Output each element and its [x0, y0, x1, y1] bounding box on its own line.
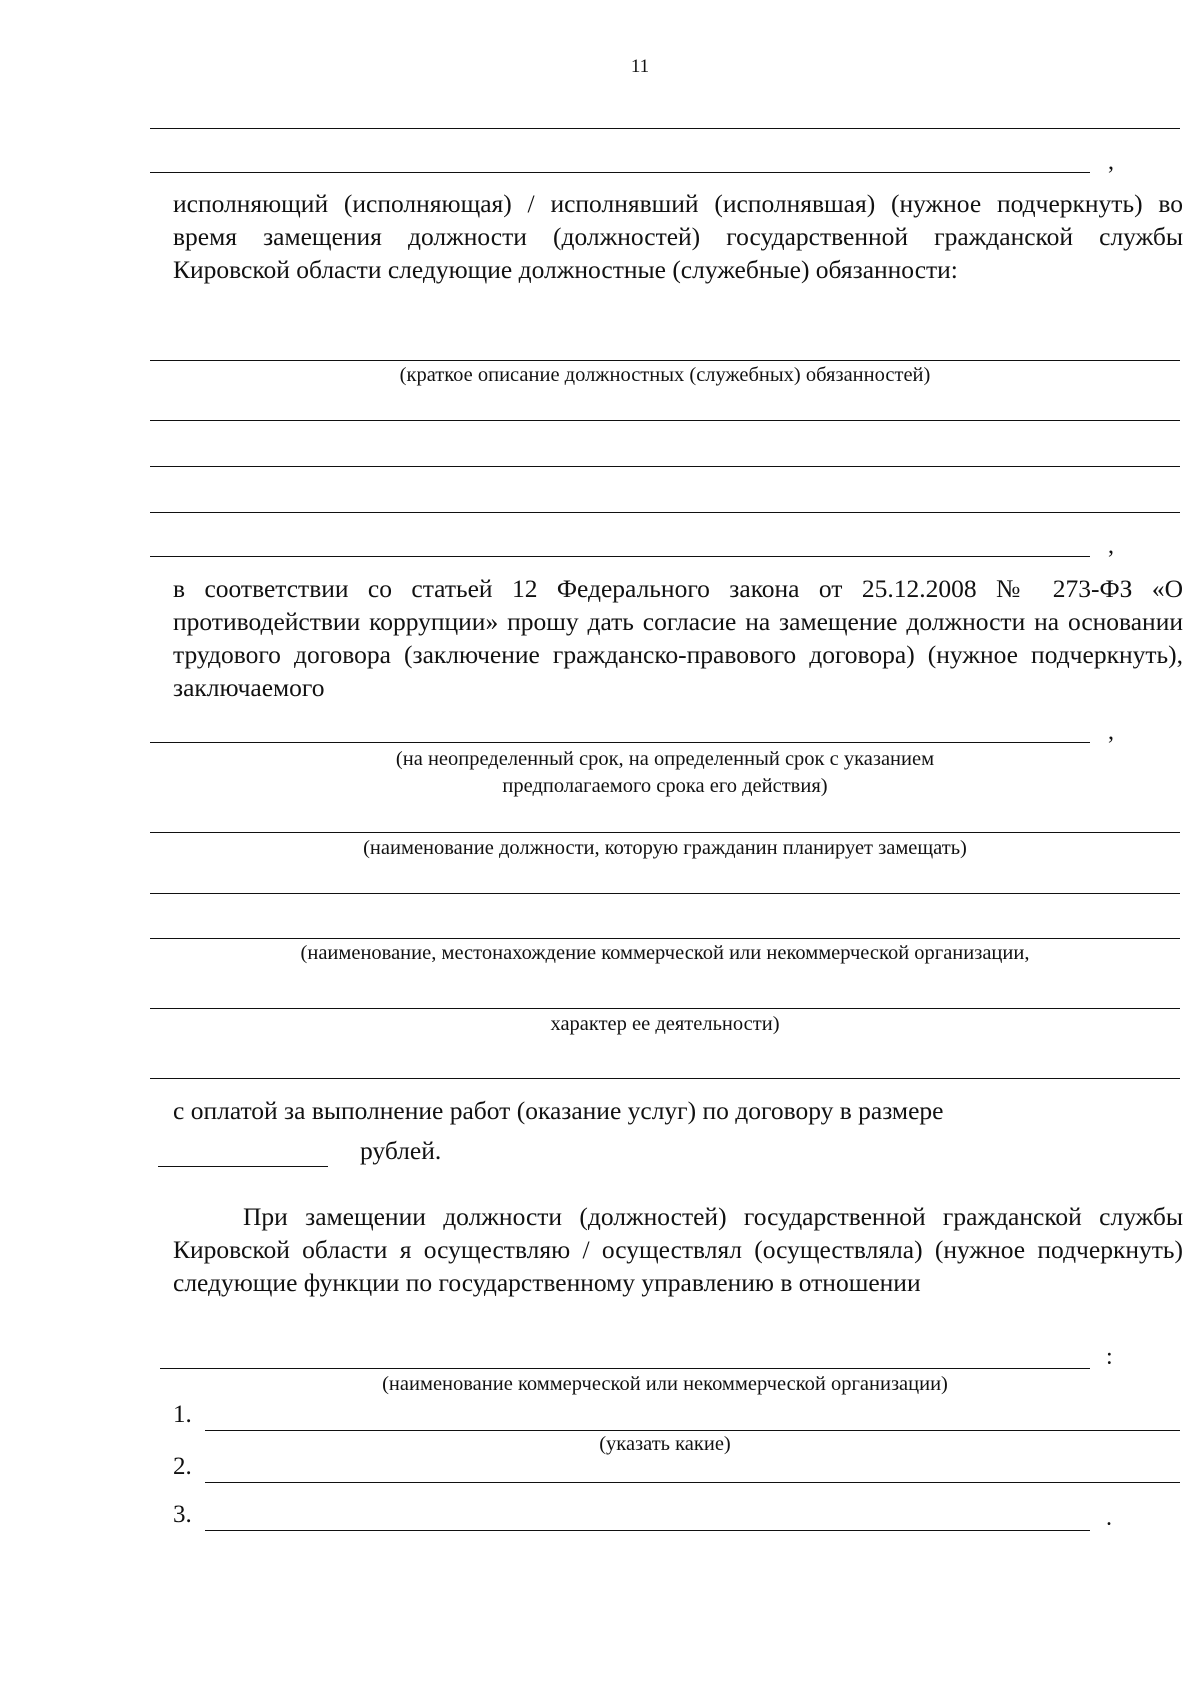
blank-line-term: [150, 742, 1090, 743]
caption-position: (наименование должности, которую гражданин планирует замещать): [363, 837, 967, 859]
paragraph-functions: При замещении должности (должностей) государственной гражданской службы Кировской области я осуществляю / осуществлял (осуществляла) (нужное подчеркнуть) следующие функции по государственному управлению в отношении: [173, 1202, 1183, 1297]
caption-organization-name: (наименование коммерческой или некоммерческой организации): [382, 1373, 948, 1395]
blank-line-organization: [150, 938, 1180, 939]
caption-duties: (краткое описание должностных (служебных) обязанностей): [399, 364, 931, 386]
paragraph-payment: с оплатой за выполнение работ (оказание услуг) по договору в размере: [173, 1096, 944, 1125]
caption-specify: (указать какие): [599, 1433, 731, 1455]
paragraph-consent-request: в соответствии со статьей 12 Федерального закона от 25.12.2008 № 273-ФЗ «О противодействии коррупции» прошу дать согласие на замещение должности на основании трудового договора (заключение гражданско-правового договора) (нужное подчеркнуть), заключаемого: [173, 574, 1183, 702]
page-number: 11: [630, 56, 650, 77]
list-number-3: 3.: [173, 1501, 192, 1528]
caption-term-line-1: (на неопределенный срок, на определенный срок с указанием: [395, 748, 935, 770]
paragraph-duties-intro: исполняющий (исполняющая) / исполнявший (исполнявшая) (нужное подчеркнуть) во время замещения должности (должностей) государственной гражданской службы Кировской области следующие должностные (служебные) обязанности:: [173, 189, 1183, 284]
comma-3: ,: [1108, 719, 1114, 745]
caption-term-line-2: предполагаемого срока его действия): [502, 775, 828, 797]
period: .: [1106, 1505, 1112, 1531]
blank-line-5: [150, 512, 1180, 513]
blank-line-duties: [150, 360, 1180, 361]
blank-line-7: [150, 893, 1180, 894]
caption-organization-line-1: (наименование, местонахождение коммерческой или некоммерческой организации,: [300, 942, 1030, 964]
blank-line-1: [150, 128, 1180, 129]
blank-line-organization-activity: [150, 1008, 1180, 1009]
colon: :: [1106, 1344, 1113, 1370]
blank-line-amount: [158, 1166, 328, 1167]
blank-line-org-name: [160, 1368, 1090, 1369]
caption-organization-line-2: характер ее деятельности): [550, 1013, 780, 1035]
list-number-1: 1.: [173, 1401, 192, 1428]
blank-line-8: [150, 1078, 1180, 1079]
rubles-label: рублей.: [360, 1136, 442, 1165]
comma-1: ,: [1108, 149, 1114, 175]
blank-line-2: [150, 172, 1090, 173]
blank-line-item-3: [205, 1530, 1090, 1531]
comma-2: ,: [1108, 533, 1114, 559]
blank-line-item-2: [205, 1482, 1180, 1483]
blank-line-position: [150, 832, 1180, 833]
list-number-2: 2.: [173, 1453, 192, 1480]
blank-line-6: [150, 556, 1090, 557]
blank-line-4: [150, 466, 1180, 467]
blank-line-3: [150, 420, 1180, 421]
